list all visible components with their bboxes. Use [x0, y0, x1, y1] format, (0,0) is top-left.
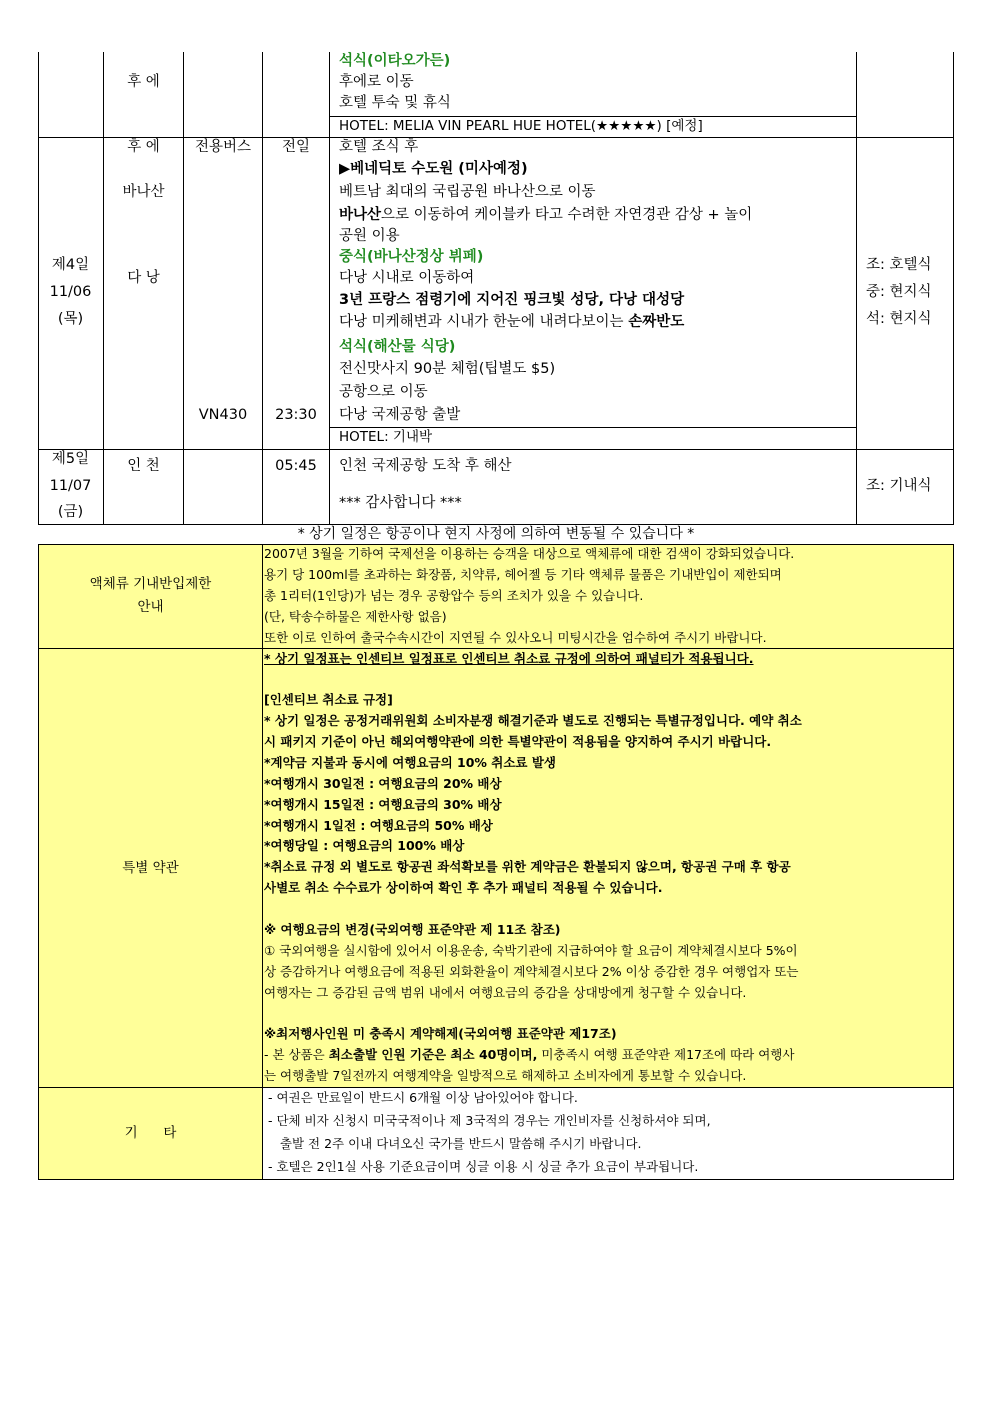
day4-bold-part: 손짜반도: [628, 314, 685, 330]
day4-line: 다낭 국제공항 출발: [339, 407, 461, 423]
special-line: [인센티브 취소료 규정]: [264, 692, 393, 707]
day5-thanks: *** 감사합니다 ***: [339, 495, 462, 511]
special-line: ※최저행사인원 미 충족시 계약해제(국외여행 표준약관 제17조): [264, 1026, 617, 1041]
day4-meal-breakfast: 조: 호텔식: [866, 257, 932, 273]
day3-dinner: 석식(이타오가든): [339, 53, 451, 69]
etc-line: - 여권은 만료일이 반드시 6개월 이상 남아있어야 합니다.: [264, 1090, 578, 1105]
day4-flight-time: 23:30: [275, 407, 317, 423]
special-part: 미충족시 여행 표준약관 제17조에 따라 여행사: [537, 1047, 795, 1062]
liquid-line: 또한 이로 인하여 출국수속시간이 지연될 수 있사오니 미팅시간을 엄수하여 주시기 바랍니다.: [264, 630, 767, 645]
day4-line: 공원 이용: [339, 228, 400, 244]
special-line: *여행개시 15일전 : 여행요금의 30% 배상: [264, 797, 502, 812]
etc-line: - 단체 비자 신청시 미국국적이나 제 3국적의 경우는 개인비자를 신청하셔야 되며,: [264, 1113, 711, 1128]
day4-transport: 전용버스: [194, 139, 252, 155]
day5-city: 인 천: [127, 458, 160, 474]
day5-weekday: (금): [57, 504, 84, 520]
day4-line: 3년 프랑스 점령기에 지어진 핑크빛 성당, 다낭 대성당: [339, 292, 685, 308]
day4-line: 다낭 시내로 이동하여: [339, 270, 475, 286]
day4-lunch: 중식(바나산정상 뷔페): [339, 249, 484, 265]
special-line: *계약금 지불과 동시에 여행요금의 10% 취소료 발생: [264, 755, 556, 770]
liquid-line: (단, 탁송수하물은 제한사항 없음): [264, 609, 447, 624]
day4-line: 공항으로 이동: [339, 384, 428, 400]
liquid-title-2: 안내: [137, 599, 164, 615]
day4-label: 제4일: [51, 257, 90, 273]
day5-date: 11/07: [49, 478, 92, 494]
day4-line: ▶베네딕토 수도원 (미사예정): [339, 161, 528, 177]
day3-city: 후 에: [127, 74, 160, 90]
day4-date: 11/06: [49, 284, 92, 300]
special-line: 사별로 취소 수수료가 상이하여 확인 후 추가 패널티 적용될 수 있습니다.: [264, 880, 663, 895]
day5-meal-breakfast: 조: 기내식: [866, 478, 932, 494]
day4-line: 호텔 조식 후: [339, 139, 419, 155]
special-line: *여행개시 30일전 : 여행요금의 20% 배상: [264, 776, 502, 791]
day4-hotel: HOTEL: 기내박: [339, 429, 433, 445]
day3-hotel: HOTEL: MELIA VIN PEARL HUE HOTEL(★★★★★) [예정]: [339, 118, 703, 134]
special-line: *여행당일 : 여행요금의 100% 배상: [264, 838, 465, 853]
special-headline: * 상기 일정표는 인센티브 일정표로 인센티브 취소료 규정에 의하여 패널티가 적용됩니다.: [264, 651, 754, 666]
liquid-line: 총 1리터(1인당)가 넘는 경우 공항압수 등의 조치가 있을 수 있습니다.: [264, 588, 644, 603]
special-line: ※ 여행요금의 변경(국외여행 표준약관 제 11조 참조): [264, 922, 561, 937]
special-line: * 상기 일정은 공정거래위원회 소비자분쟁 해결기준과 별도로 진행되는 특별규정입니다. 예약 취소: [264, 713, 802, 728]
day3-line: 후에로 이동: [339, 74, 414, 90]
special-line: 여행자는 그 증감된 금액 범위 내에서 여행요금의 증감을 상대방에게 청구할 수 있습니다.: [264, 985, 747, 1000]
special-line: 상 증감하거나 여행요금에 적용된 외화환율이 계약체결시보다 2% 이상 증감한 경우 여행업자 또는: [264, 964, 799, 979]
day5-label: 제5일: [51, 451, 90, 467]
day4-flight: VN430: [198, 407, 248, 423]
day4-city-hue: 후 에: [127, 139, 160, 155]
liquid-title: 액체류 기내반입제한: [89, 576, 212, 592]
day4-line: 베트남 최대의 국립공원 바나산으로 이동: [339, 184, 596, 200]
special-line: *취소료 규정 외 별도로 항공권 좌석확보를 위한 계약금은 환불되지 않으며, 항공권 구매 후 항공: [264, 859, 791, 874]
special-line: 는 여행출발 7일전까지 여행계약을 일방적으로 해제하고 소비자에게 통보할 수 있습니다.: [264, 1068, 747, 1083]
special-line: 시 패키지 기준이 아닌 해외여행약관에 의한 특별약관이 적용됨을 양지하여 주시기 바랍니다.: [264, 734, 772, 749]
liquid-line: 2007년 3월을 기하여 국제선을 이용하는 승객을 대상으로 액체류에 대한 검색이 강화되었습니다.: [264, 546, 795, 561]
day5-time: 05:45: [275, 458, 317, 474]
day5-line: 인천 국제공항 도착 후 해산: [339, 458, 512, 474]
day4-dinner: 석식(해산물 식당): [339, 339, 456, 355]
day4-city-bana: 바나산: [122, 184, 165, 200]
schedule-disclaimer: * 상기 일정은 항공이나 현지 사정에 의하여 변동될 수 있습니다 *: [297, 526, 695, 542]
day4-weekday: (목): [57, 311, 84, 327]
day4-meal-dinner: 석: 현지식: [866, 311, 932, 327]
day4-line: [339, 312, 684, 333]
day4-bold-part: 바나산: [339, 207, 382, 223]
day3-line: 호텔 투숙 및 휴식: [339, 95, 451, 111]
liquid-line: 용기 당 100ml를 초과하는 화장품, 치약류, 헤어젤 등 기타 액체류 물품은 기내반입이 제한되며: [264, 567, 782, 582]
day4-meal-lunch: 중: 현지식: [866, 284, 932, 300]
special-title: 특별 약관: [122, 860, 179, 876]
special-line: ① 국외여행을 실시함에 있어서 이용운송, 숙박기관에 지급하여야 할 요금이 계약체결시보다 5%이: [264, 943, 798, 958]
etc-line: 출발 전 2주 이내 다녀오신 국가를 반드시 말씀해 주시기 바랍니다.: [264, 1136, 642, 1151]
day4-line: 전신맛사지 90분 체험(팁별도 $5): [339, 361, 556, 377]
day4-rest-part: 으로 이동하여 케이블카 타고 수려한 자연경관 감상 + 놀이: [381, 207, 753, 223]
day4-rest-part: 다낭 미케해변과 시내가 한눈에 내려다보이는: [339, 314, 629, 330]
day4-line: [339, 205, 752, 226]
day4-city-danang: 다 낭: [127, 270, 160, 286]
etc-title: 기 타: [124, 1125, 177, 1141]
special-part: - 본 상품은: [264, 1047, 329, 1062]
etc-line: - 호텔은 2인1실 사용 기준요금이며 싱글 이용 시 싱글 추가 요금이 부과됩니다.: [264, 1159, 699, 1174]
special-line: *여행개시 1일전 : 여행요금의 50% 배상: [264, 818, 493, 833]
special-line: [264, 1045, 794, 1066]
day4-time: 전일: [281, 139, 310, 155]
special-bold-part: 최소출발 인원 기준은 최소 40명이며,: [328, 1047, 538, 1062]
